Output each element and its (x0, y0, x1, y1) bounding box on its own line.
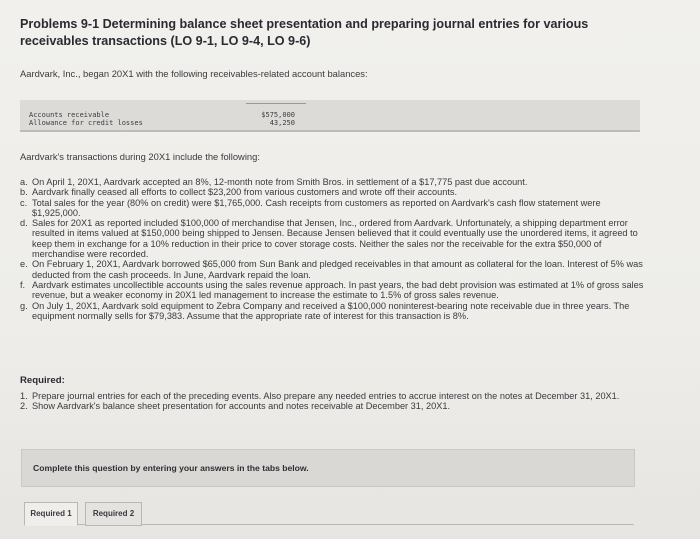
item-text: On July 1, 20X1, Aardvark sold equipment to Zebra Company and received a $100,000 noninterest-bearing note receivable due in three years. The equipment normally sells for $79,383. Assume that the appropriate rate of interest for this transaction is 8%. (32, 300, 630, 321)
balance-value: 43,250 (269, 119, 295, 127)
list-item (20, 198, 644, 219)
transactions-list (20, 177, 644, 321)
req-text: Prepare journal entries for each of the preceding events. Also prepare any needed entries to accrue interest on the notes at December 31, 20X1. (32, 391, 620, 401)
item-text: On April 1, 20X1, Aardvark accepted an 8%, 12-month note from Smith Bros. in settlement of a $17,775 past due account. (32, 177, 528, 187)
balance-label: Allowance for credit losses (29, 119, 143, 127)
list-item (20, 218, 644, 259)
table-row (29, 119, 629, 129)
balance-label: Accounts receivable (29, 111, 110, 119)
balance-value: $575,000 (261, 111, 295, 119)
balances-table (20, 100, 640, 132)
tab-required-2[interactable]: Required 2 (85, 502, 142, 526)
item-letter: d. (20, 218, 28, 229)
req-text: Show Aardvark's balance sheet presentation for accounts and notes receivable at December 31, 20X1. (32, 401, 450, 412)
requirements-list (20, 391, 644, 412)
transactions-intro: Aardvark's transactions during 20X1 include the following: (20, 151, 260, 162)
item-text: Aardvark estimates uncollectible accounts using the sales revenue approach. In past years, the bad debt provision was estimated at 1% of gross sales revenue, but a weaker economy in 20X1 led management to increase the estimate to 1.5% of gross sales revenue. (32, 279, 644, 301)
item-letter: b. (20, 187, 28, 198)
req-number: 2. (20, 401, 28, 412)
list-item (20, 280, 644, 301)
list-item (20, 177, 644, 187)
item-letter: f. (20, 279, 26, 290)
problem-title: Problems 9-1 Determining balance sheet presentation and preparing journal entries for various receivables transactions (LO 9-1, LO 9-4, LO 9-6) (20, 17, 589, 48)
tab-required-1[interactable]: Required 1 (24, 502, 78, 526)
item-text: Total sales for the year (80% on credit) were $1,765,000. Cash receipts from customers as reported on Aardvark's cash flow statement were $1,925,000. (32, 197, 601, 218)
list-item (20, 301, 644, 322)
list-item (20, 259, 644, 280)
item-text: Aardvark finally ceased all efforts to collect $23,200 from various customers and wrote off their accounts. (32, 187, 458, 198)
item-text: On February 1, 20X1, Aardvark borrowed $65,000 from Sun Bank and pledged receivables in that amount as collateral for the loan. Interest of 5% was deducted from the cash proceeds. In June, Aardvark repaid the loan. (32, 259, 643, 280)
req-number: 1. (20, 391, 28, 401)
required-heading: Required: (20, 375, 65, 386)
list-item (20, 391, 644, 401)
item-letter: g. (20, 300, 28, 311)
item-letter: a. (20, 177, 28, 187)
list-item (20, 401, 644, 411)
instruction-text: Complete this question by entering your answers in the tabs below. (33, 463, 309, 473)
item-letter: c. (20, 197, 28, 208)
list-item (20, 187, 644, 197)
item-letter: e. (20, 259, 28, 270)
intro-text: Aardvark, Inc., began 20X1 with the following receivables-related account balances: (20, 68, 368, 79)
item-text: Sales for 20X1 as reported included $100,000 of merchandise that Jensen, Inc., ordered from Aardvark. Unfortunately, a shipping department error resulted in items valued at $150,000 being shipped to Jensen. Because Jensen believed that it could eventually use the unordered items, it agreed to keep them in exchange for a 10% reduction in their price to cover storage costs. Neither the sales nor the receivable for the extra $50,000 of merchandise were recorded. (32, 218, 638, 260)
amount-rule (246, 103, 306, 104)
instruction-banner (21, 449, 635, 487)
